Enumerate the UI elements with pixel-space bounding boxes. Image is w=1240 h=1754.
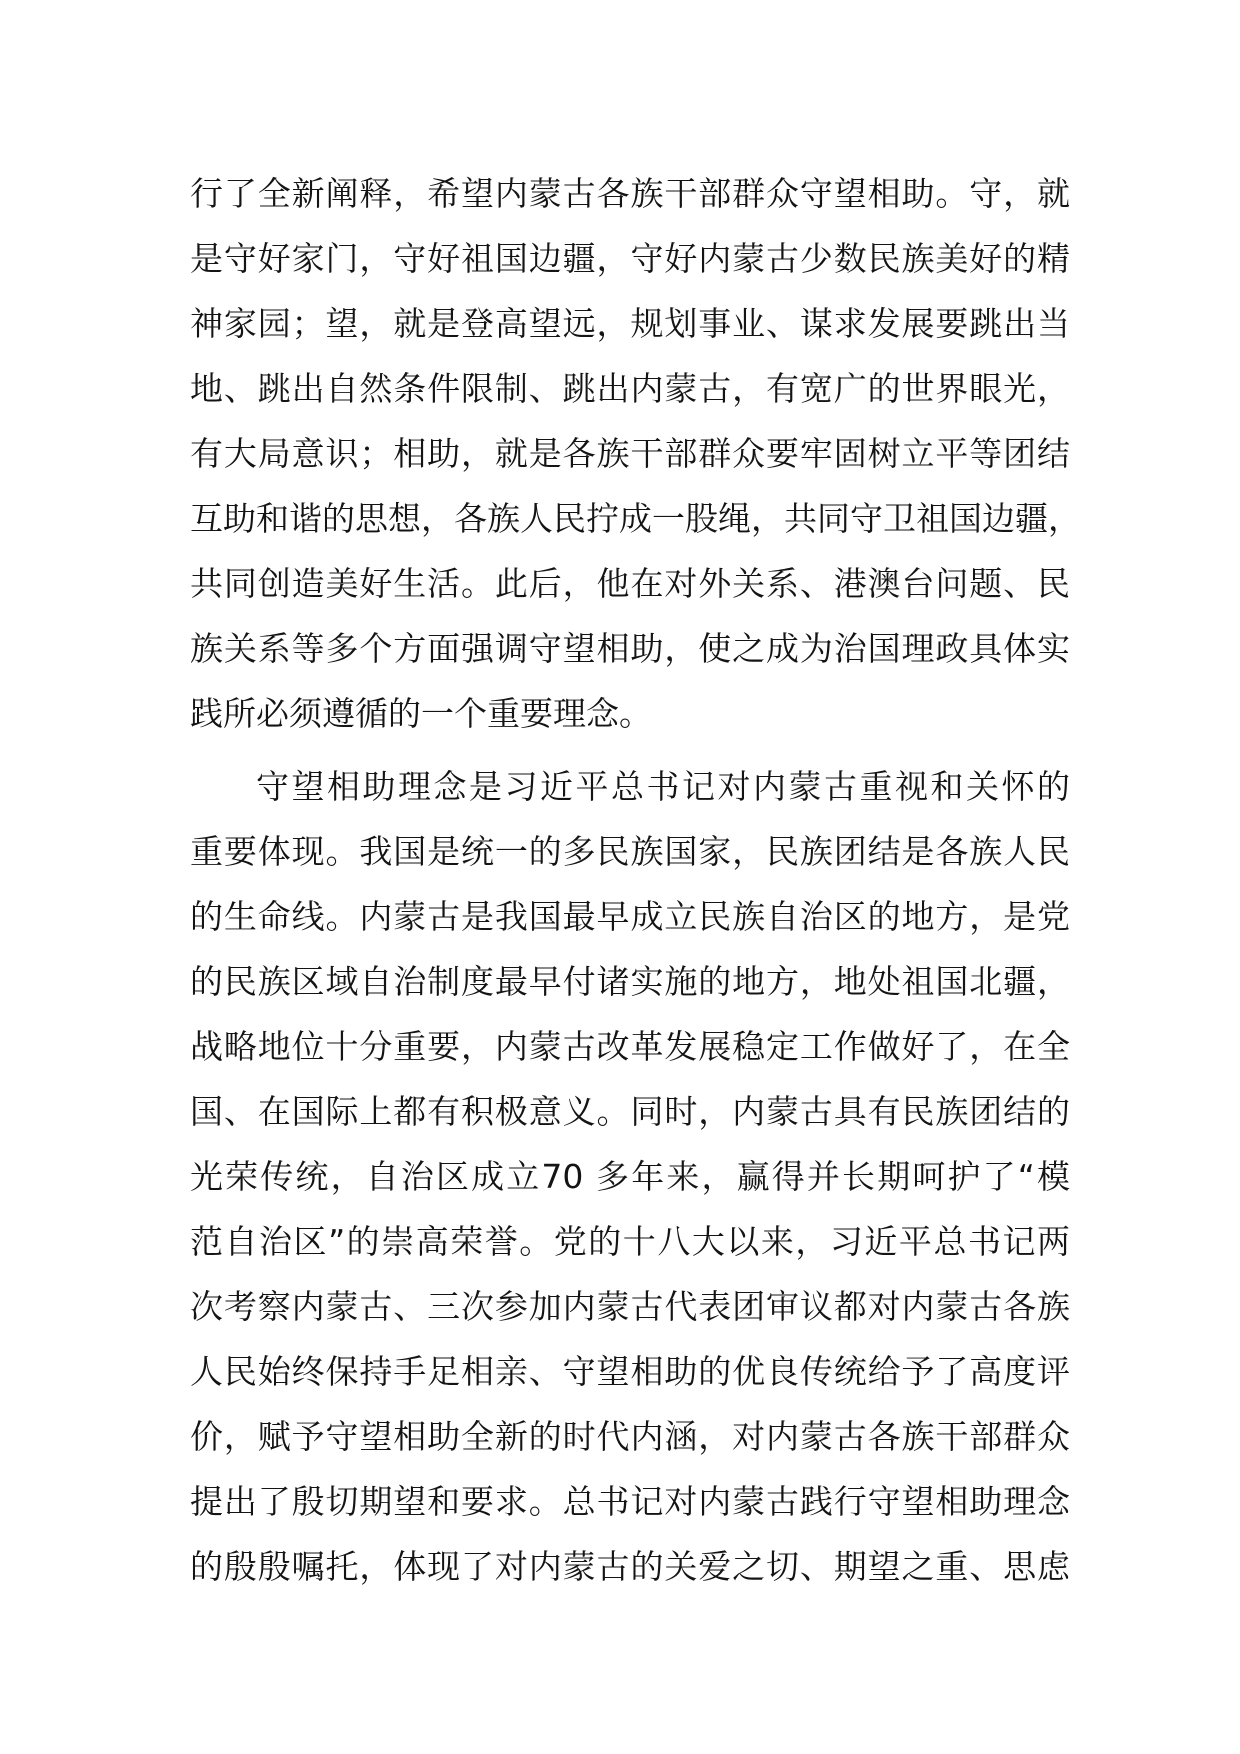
paragraph-gap bbox=[190, 746, 1070, 754]
text-line: 光荣传统，自治区成立70 多年来，赢得并长期呵护了“模 bbox=[190, 1157, 1070, 1196]
text-line: 行了全新阐释，希望内蒙古各族干部群众守望相助。守，就 bbox=[190, 174, 1070, 213]
text-line: 互助和谐的思想，各族人民拧成一股绳，共同守卫祖国边疆， bbox=[190, 499, 1081, 538]
text-line: 践所必须遵循的一个重要理念。 bbox=[190, 694, 652, 733]
text-line: 的民族区域自治制度最早付诸实施的地方，地处祖国北疆， bbox=[190, 962, 1070, 1001]
text-line: 地、跳出自然条件限制、跳出内蒙古，有宽广的世界眼光， bbox=[190, 369, 1070, 408]
text-line: 国、在国际上都有积极意义。同时，内蒙古具有民族团结的 bbox=[190, 1092, 1070, 1131]
text-line: 是守好家门，守好祖国边疆，守好内蒙古少数民族美好的精 bbox=[190, 239, 1070, 278]
text-line: 的生命线。内蒙古是我国最早成立民族自治区的地方，是党 bbox=[190, 897, 1070, 936]
paragraph-1 bbox=[190, 161, 1081, 746]
text-line: 重要体现。我国是统一的多民族国家，民族团结是各族人民 bbox=[190, 832, 1070, 871]
text-line: 人民始终保持手足相亲、守望相助的优良传统给予了高度评 bbox=[190, 1352, 1070, 1391]
text-line: 守望相助理念是习近平总书记对内蒙古重视和关怀的 bbox=[256, 767, 1070, 806]
text-line: 神家园；望，就是登高望远，规划事业、谋求发展要跳出当 bbox=[190, 304, 1070, 343]
text-line: 的殷殷嘱托，体现了对内蒙古的关爱之切、期望之重、思虑 bbox=[190, 1547, 1070, 1586]
text-line: 提出了殷切期望和要求。总书记对内蒙古践行守望相助理念 bbox=[190, 1482, 1070, 1521]
paragraph-2 bbox=[190, 754, 1070, 1599]
text-line: 有大局意识；相助，就是各族干部群众要牢固树立平等团结 bbox=[190, 434, 1070, 473]
text-line: 次考察内蒙古、三次参加内蒙古代表团审议都对内蒙古各族 bbox=[190, 1287, 1070, 1326]
text-line: 族关系等多个方面强调守望相助，使之成为治国理政具体实 bbox=[190, 629, 1070, 668]
text-line: 价，赋予守望相助全新的时代内涵，对内蒙古各族干部群众 bbox=[190, 1417, 1070, 1456]
text-line: 范自治区”的崇高荣誉。党的十八大以来，习近平总书记两 bbox=[190, 1222, 1070, 1261]
text-line: 共同创造美好生活。此后，他在对外关系、港澳台问题、民 bbox=[190, 564, 1070, 603]
text-line: 战略地位十分重要，内蒙古改革发展稳定工作做好了，在全 bbox=[190, 1027, 1070, 1066]
body-text bbox=[190, 161, 1081, 1599]
